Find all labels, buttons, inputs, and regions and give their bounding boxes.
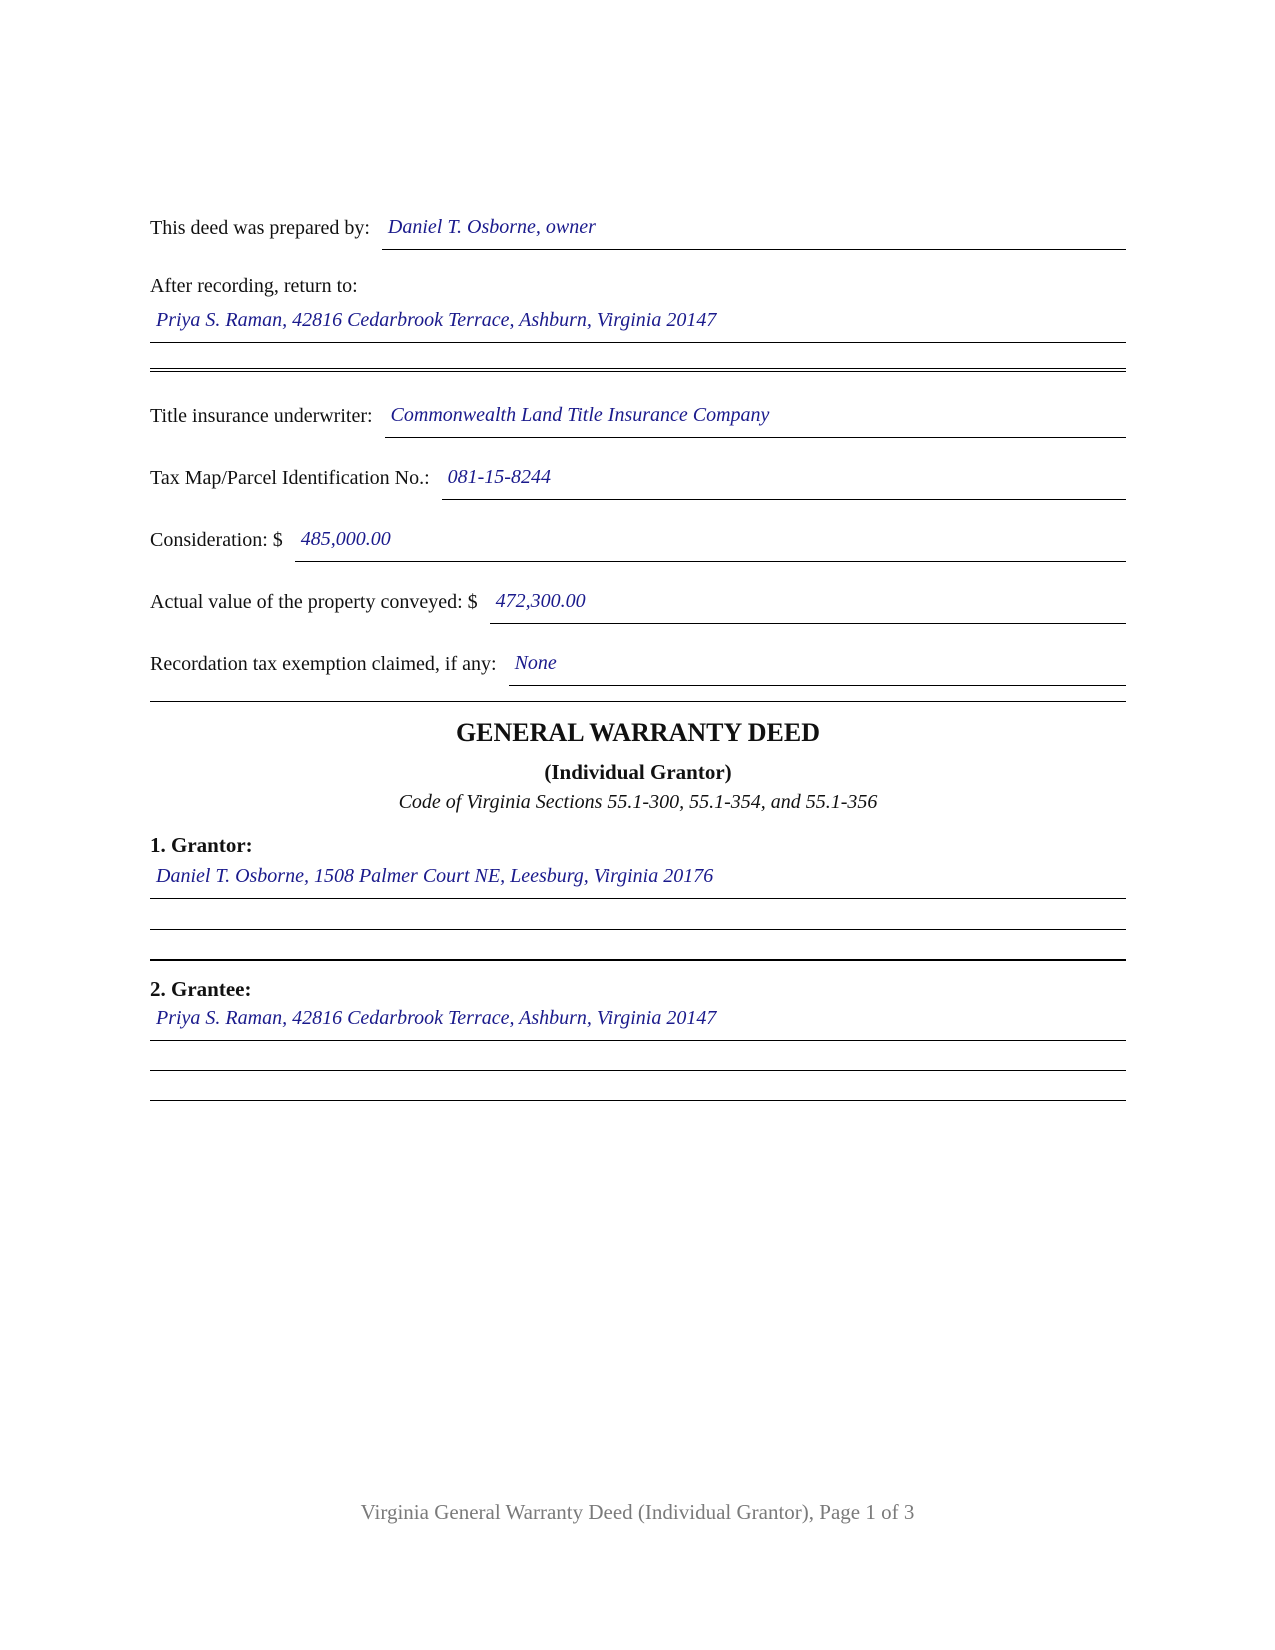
return-to-value: Priya S. Raman, 42816 Cedarbrook Terrace, Ashburn, Virginia 20147 (156, 309, 717, 331)
statute-reference: Code of Virginia Sections 55.1-300, 55.1-354, and 55.1-356 (398, 791, 878, 813)
document-subtitle: (Individual Grantor) (544, 760, 732, 784)
underwriter-field[interactable] (385, 405, 1126, 438)
section-rule (150, 701, 1126, 702)
parcel-label: Tax Map/Parcel Identification No.: (150, 467, 430, 489)
consideration-label: Consideration: $ (150, 529, 283, 551)
actual-value-field[interactable] (490, 591, 1126, 624)
exemption-label: Recordation tax exemption claimed, if any: (150, 653, 497, 675)
parcel-field[interactable] (442, 467, 1126, 500)
document-title: GENERAL WARRANTY DEED (455, 718, 821, 747)
consideration-row (150, 530, 1126, 562)
prepared-by-row (150, 218, 1126, 250)
exemption-row (150, 654, 1126, 686)
actual-value-row (150, 592, 1126, 624)
underwriter-label: Title insurance underwriter: (150, 405, 373, 427)
exemption-value: None (514, 652, 557, 674)
grantor-field[interactable] (150, 866, 1126, 899)
grantor-blank-line[interactable] (150, 959, 1126, 961)
return-to-label: After recording, return to: (150, 275, 358, 297)
grantee-value: Priya S. Raman, 42816 Cedarbrook Terrace, Ashburn, Virginia 20147 (156, 1007, 717, 1029)
divider-rule (150, 371, 1126, 372)
underwriter-value: Commonwealth Land Title Insurance Company (390, 404, 770, 426)
prepared-by-field[interactable] (382, 217, 1126, 250)
parcel-value: 081-15-8244 (447, 466, 551, 488)
parcel-row (150, 468, 1126, 500)
grantor-blank-line[interactable] (150, 929, 1126, 930)
page-footer: Virginia General Warranty Deed (Individual Grantor), Page 1 of 3 (360, 1500, 915, 1524)
consideration-value: 485,000.00 (300, 528, 391, 550)
exemption-field[interactable] (509, 653, 1126, 686)
prepared-by-value: Daniel T. Osborne, owner (387, 216, 596, 238)
divider-rule (150, 368, 1126, 369)
grantee-label: 2. Grantee: (150, 977, 252, 1001)
grantee-blank-line[interactable] (150, 1100, 1126, 1101)
return-to-field[interactable] (150, 310, 1126, 343)
grantee-field[interactable] (150, 1008, 1126, 1041)
consideration-field[interactable] (295, 529, 1126, 562)
actual-value-value: 472,300.00 (495, 590, 586, 612)
actual-value-label: Actual value of the property conveyed: $ (150, 591, 478, 613)
grantee-blank-line[interactable] (150, 1070, 1126, 1071)
underwriter-row (150, 406, 1126, 438)
grantor-label: 1. Grantor: (150, 833, 253, 857)
prepared-by-label: This deed was prepared by: (150, 217, 370, 239)
grantor-value: Daniel T. Osborne, 1508 Palmer Court NE, Leesburg, Virginia 20176 (156, 865, 714, 887)
